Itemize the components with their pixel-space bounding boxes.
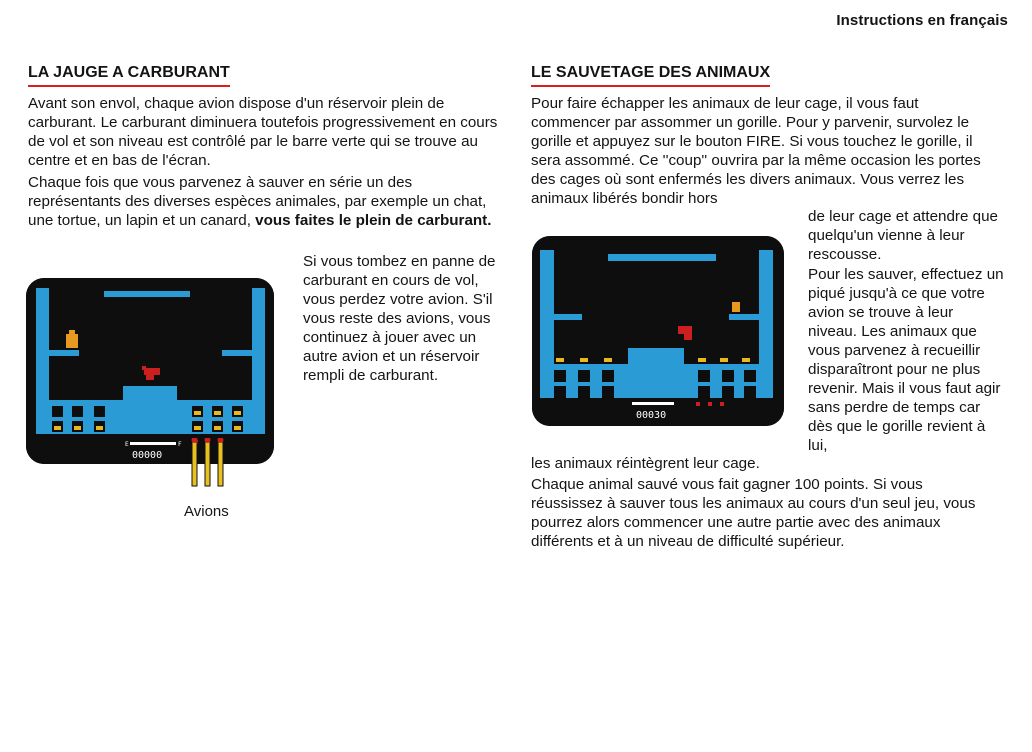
section-title-fuel-gauge: LA JAUGE A CARBURANT [28,64,230,87]
paragraph-rescue-how: Pour les sauver, effectuez un piqué jusqu'à ce que votre avion se trouve à leur niveau. Les animaux que vous parvenez à recueillir disparaîtront pour ne plus revenir. Mais il vous faut agir sans perdre de temps car dès que le gorille revient à lui, [808,266,1004,454]
section-title-animal-rescue: LE SAUVETAGE DES ANIMAUX [531,64,770,87]
score-readout-right: 00030 [636,410,667,421]
ledge-right [729,314,759,320]
paragraph-rescue-intro-wrap: de leur cage et attendre que quelqu'un vienne à leur rescousse. [808,208,998,263]
top-platform [104,291,190,297]
game-screen-rescue [532,236,784,426]
header-label: Instructions en français [836,12,1008,29]
score-readout-left: 00000 [132,450,163,461]
ledge-right [222,350,252,356]
ledge-left [49,350,79,356]
planes-pointer-lines [188,438,228,488]
game-screen-rescue-art [532,236,784,426]
wall-left [36,288,49,434]
caption-planes: Avions [184,503,229,520]
fuel-f-label: F [178,441,182,448]
paragraph-rescue-how-tail: les animaux réintègrent leur cage. [531,455,760,472]
game-screen-fuel-art [26,278,274,464]
paragraph-out-of-fuel: Si vous tombez en panne de carburant en cours de vol, vous perdez votre avion. S'il vous reste des avions, vous continuez à jouer avec un autre avion et un réservoir rempli de carburant. [303,253,496,384]
fuel-e-label: E [125,441,129,448]
paragraph-fuel-intro: Avant son envol, chaque avion dispose d'un réservoir plein de carburant. Le carburant diminuera toutefois progressivement en cours de vol et son niveau est contrôlé par le barre verte qui se trouve au centre et en bas de l'écran. [28,95,498,169]
paragraph-rescue-points: Chaque animal sauvé vous fait gagner 100 points. Si vous réussissez à sauver tous les animaux au cours d'un seul jeu, vous pourrez alors commencer une autre partie avec des animaux différents et à un niveau de difficulté supérieur. [531,476,976,550]
ledge-left [554,314,582,320]
wall-right [252,288,265,434]
paragraph-rescue-intro: Pour faire échapper les animaux de leur cage, il vous faut commencer par assommer un gorille. Pour y parvenir, survolez le gorille et appuyez sur le bouton FIRE. Si vous touchez le gorille, il sera assommé. Ce ''coup'' ouvrira par la même occasion les portes des cages où sont enfermés les divers animaux. Vous verrez les animaux libérés bondir hors [531,95,981,207]
paragraph-fuel-refill-bold: vous faites le plein de carburant. [250,212,492,229]
top-platform [608,254,716,261]
paragraph-fuel-refill-text: Chaque fois que vous parvenez à sauver en série un des représentants des diverses espèces animales, par exemple un chat, une tortue, un lapin et un canard, [28,174,487,229]
paragraph-fuel-refill [28,173,504,230]
game-screen-fuel [26,278,274,464]
